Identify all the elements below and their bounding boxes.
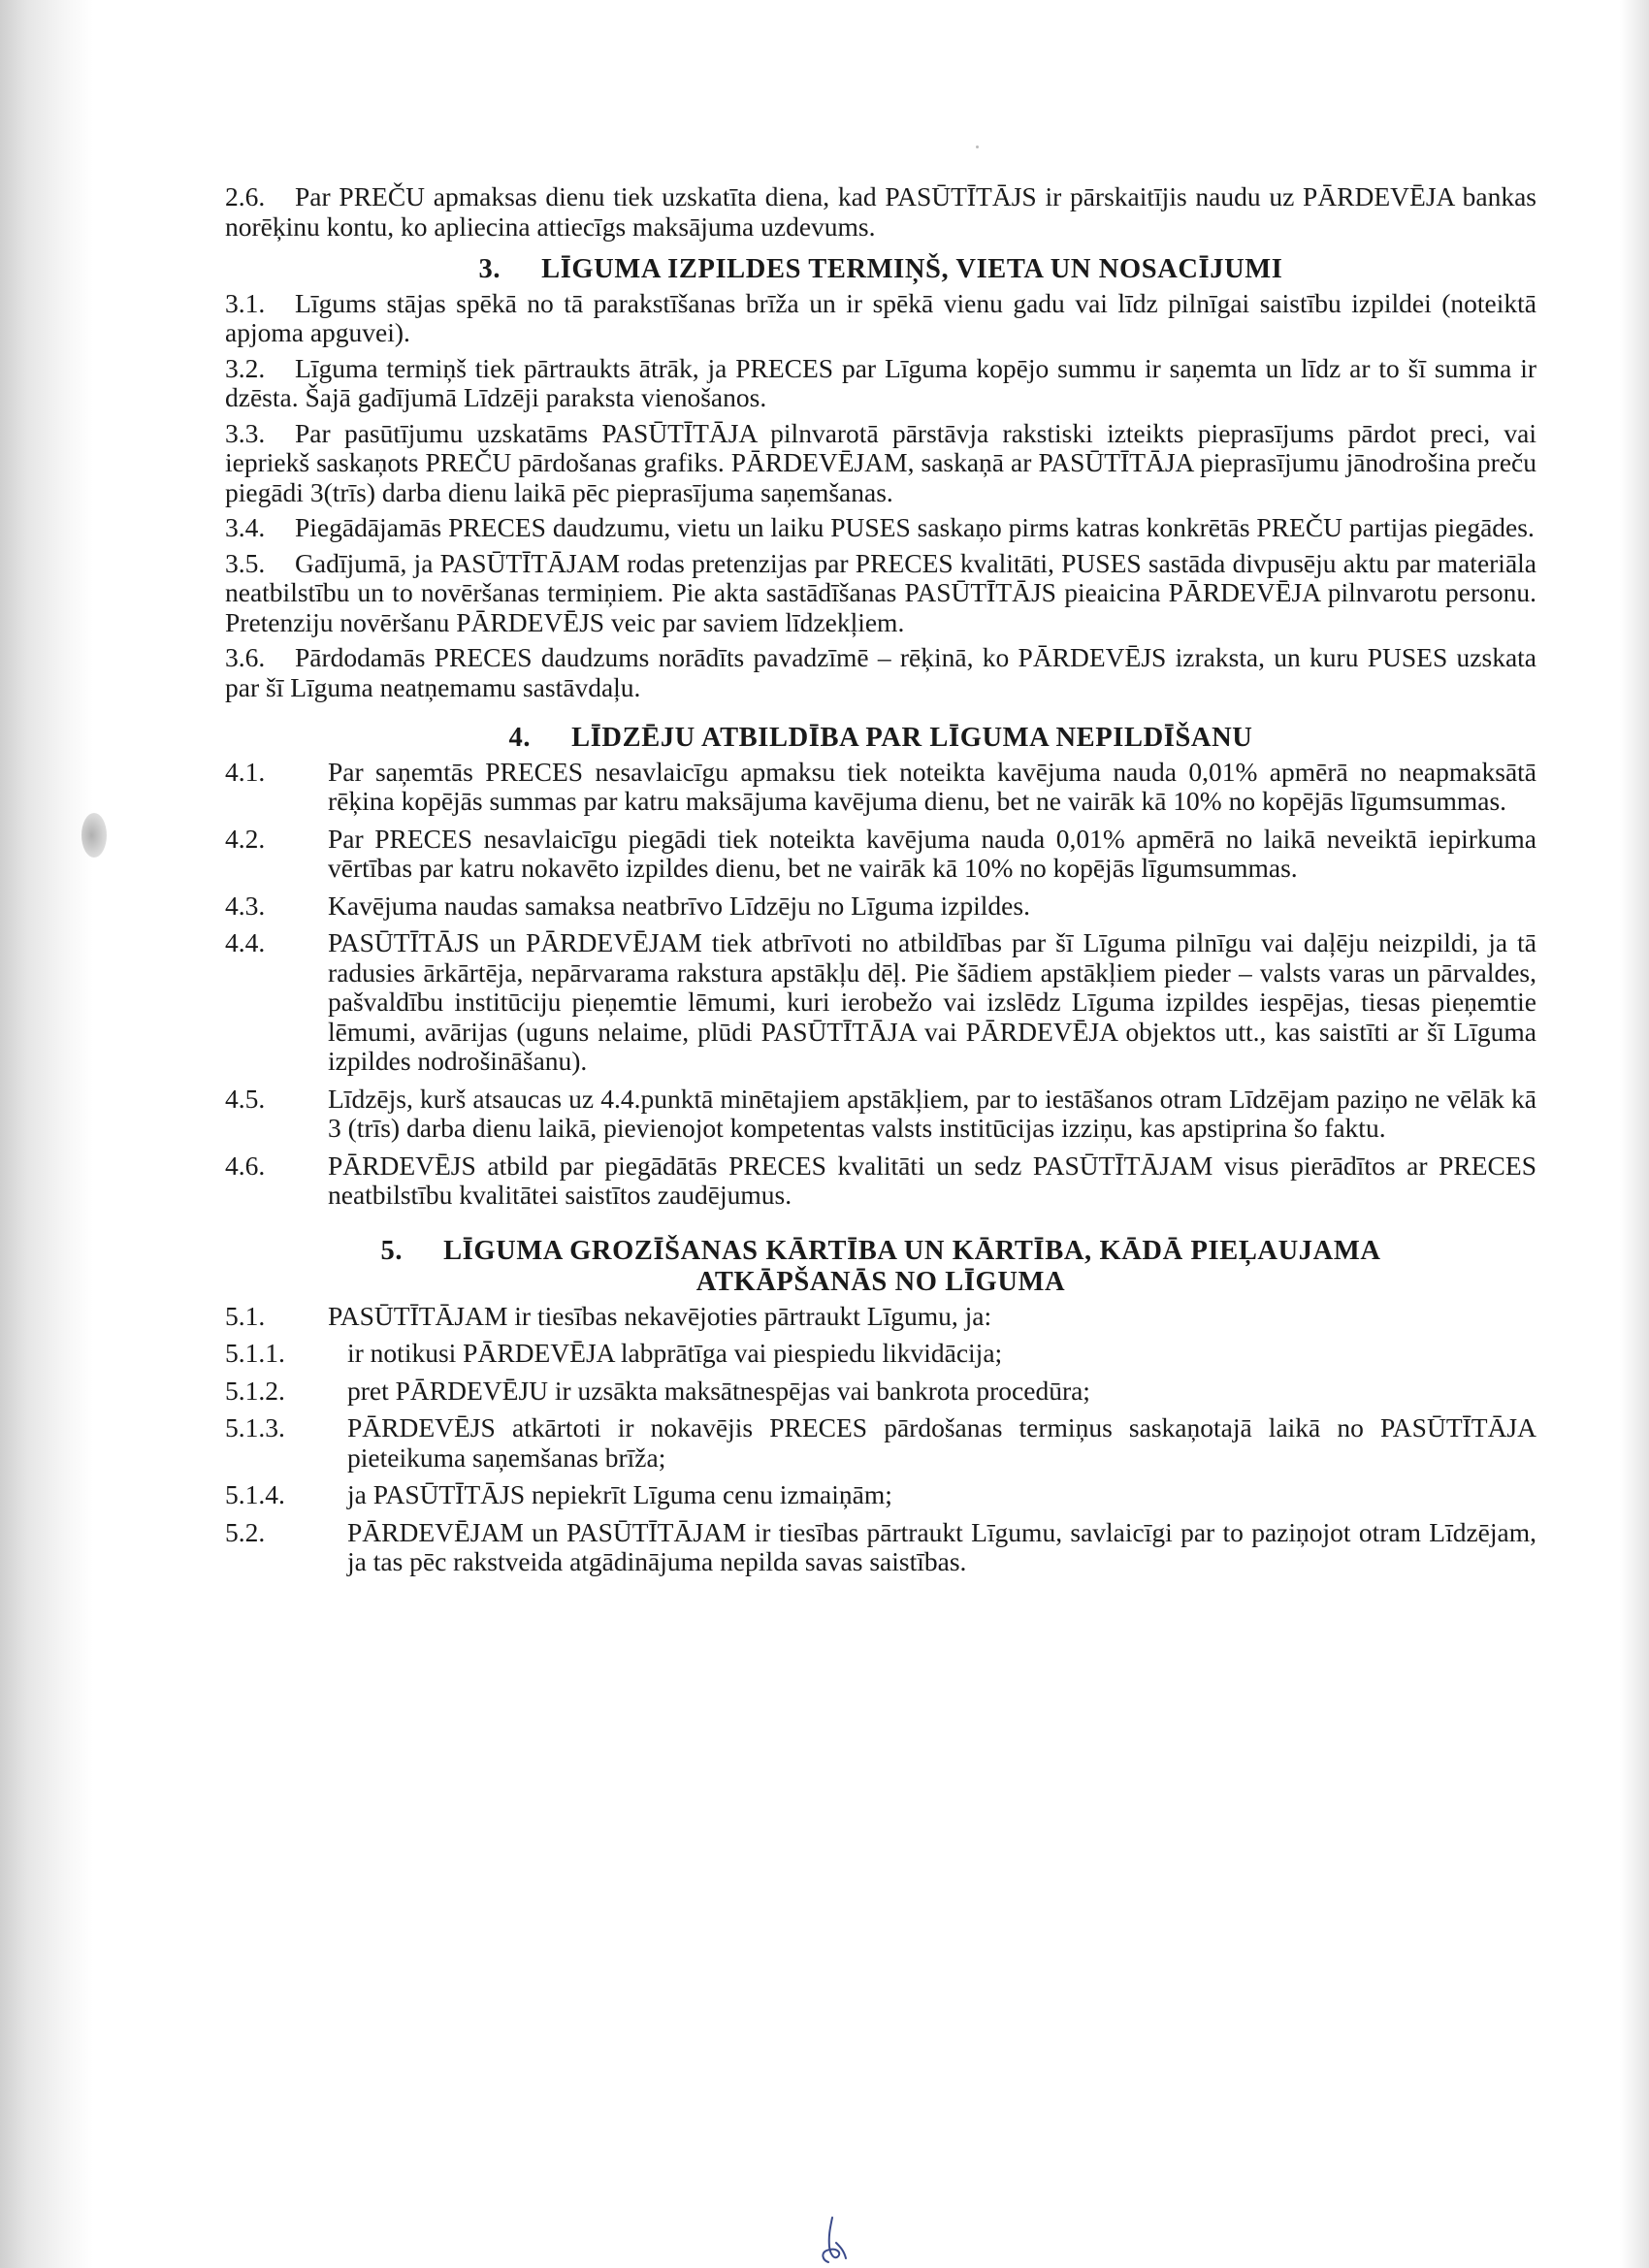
clause-number: 2.6. — [225, 181, 266, 211]
clause-number: 4.2. — [225, 823, 266, 854]
section-3-heading — [225, 255, 1536, 285]
clause-text: Par PRECES nesavlaicīgu piegādi tiek noteikta kavējuma nauda 0,01% apmērā no laikā neveiktā iepirkuma vērtības par katru nokavēto izpildes dienu, bet ne vairāk kā 10% no kopējās līgumsummas. — [328, 823, 1536, 883]
clause-number: 3.3. — [225, 417, 266, 448]
clause-text: PĀRDEVĒJAM un PASŪTĪTĀJAM ir tiesības pārtraukt Līgumu, savlaicīgi par to paziņojot otram Līdzējam, ja tas pēc rakstveida atgādinājuma nepilda savas saistības. — [347, 1516, 1536, 1576]
clause-5-1-4 — [225, 1480, 1536, 1510]
clause-number: 5.1.3. — [225, 1412, 285, 1442]
clause-5-1-3 — [225, 1413, 1536, 1473]
clause-3-6 — [225, 643, 1536, 702]
clause-2-6 — [225, 182, 1536, 242]
punch-hole — [81, 813, 107, 858]
clause-3-1 — [225, 289, 1536, 348]
clause-number: 4.3. — [225, 890, 266, 921]
clause-number: 4.6. — [225, 1150, 266, 1181]
clause-text: Pārdodamās PRECES daudzums norādīts pavadzīmē – rēķinā, ko PĀRDEVĒJS izraksta, un kuru PUSES uzskata par šī Līguma neatņemamu sastāvdaļu. — [225, 642, 1536, 702]
clause-number: 4.5. — [225, 1083, 266, 1114]
clause-text: Līgums stājas spēkā no tā parakstīšanas brīža un ir spēkā vienu gadu vai līdz pilnīgai saistību izpildei (noteiktā apjoma apguvei). — [225, 287, 1536, 347]
clause-text: Kavējuma naudas samaksa neatbrīvo Līdzēju no Līguma izpildes. — [328, 890, 1030, 921]
clause-text: Par pasūtījumu uzskatāms PASŪTĪTĀJA pilnvarotā pārstāvja rakstiski izteikts pieprasījums pārdot preci, vai iepriekš saskaņots PREČU pārdošanas grafiks. PĀRDEVĒJAM, saskaņā ar PASŪTĪTĀJA pieprasījumu jānodrošina preču piegādi 3(trīs) darba dienu laikā pēc pieprasījuma saņemšanas. — [225, 417, 1536, 507]
section-5-clauses — [225, 1302, 1536, 1577]
clause-3-5 — [225, 549, 1536, 638]
clause-4-6 — [225, 1151, 1536, 1211]
clause-4-3 — [225, 891, 1536, 922]
clause-number: 5.2. — [225, 1516, 266, 1547]
clause-3-3 — [225, 419, 1536, 508]
clause-3-2 — [225, 354, 1536, 413]
clause-4-1 — [225, 758, 1536, 817]
clause-number: 4.1. — [225, 756, 266, 787]
clause-number: 3.5. — [225, 547, 266, 578]
clause-5-1-1 — [225, 1339, 1536, 1369]
scan-shadow-right — [1620, 0, 1649, 2268]
clause-text: Par saņemtās PRECES nesavlaicīgu apmaksu tiek noteikta kavējuma nauda 0,01% apmērā no neapmaksātā rēķina kopējās summas par katru maksājuma kavējuma dienu, bet ne vairāk kā 10% no kopējās līgumsummas. — [328, 756, 1536, 816]
clause-text: Līdzējs, kurš atsaucas uz 4.4.punktā minētajiem apstākļiem, par to iestāšanos otram Līdzējam paziņo ne vēlāk kā 3 (trīs) darba dienu laikā, pievienojot kompetentas valsts institūcijas izziņu, kas apstiprina šo faktu. — [328, 1083, 1536, 1143]
clause-text: PASŪTĪTĀJAM ir tiesības nekavējoties pārtraukt Līgumu, ja: — [328, 1300, 992, 1331]
clause-text: pret PĀRDEVĒJU ir uzsākta maksātnespējas vai bankrota procedūra; — [347, 1375, 1090, 1406]
section-3-clauses — [225, 289, 1536, 703]
clause-number: 3.2. — [225, 352, 266, 383]
clause-4-4 — [225, 928, 1536, 1077]
clause-text: PĀRDEVĒJS atbild par piegādātās PRECES kvalitāti un sedz PASŪTĪTĀJAM visus pierādītos ar PRECES neatbilstību kvalitātei saistītos zaudējumus. — [328, 1150, 1536, 1210]
clause-4-2 — [225, 825, 1536, 884]
section-title: LĪDZĒJU ATBILDĪBA PAR LĪGUMA NEPILDĪŠANU — [571, 723, 1253, 753]
clause-5-1-2 — [225, 1377, 1536, 1407]
clause-number: 3.6. — [225, 642, 266, 672]
clause-text: PASŪTĪTĀJS un PĀRDEVĒJAM tiek atbrīvoti no atbildības par šī Līguma pilnīgu vai daļēju neizpildi, ja tā radusies ārkārtēja, nepārvarama rakstura apstākļu dēļ. Pie šādiem apstākļiem pieder – valsts varas un pārvaldes, pašvaldību institūciju pieņemtie lēmumi, kuri ierobežo vai izslēdz Līguma izpildes iespējas, tiesas pieņemtie lēmumi, avārijas (uguns nelaime, plūdi PASŪTĪTĀJA vai PĀRDEVĒJA objektos utt., kas saistīti ar šī Līguma izpildes nodrošināšanu). — [328, 927, 1536, 1076]
clause-number: 5.1. — [225, 1300, 266, 1331]
document-body — [225, 182, 1536, 1577]
section-4-heading — [225, 724, 1536, 754]
clause-number: 5.1.4. — [225, 1479, 285, 1509]
clause-number: 3.4. — [225, 512, 266, 542]
clause-4-5 — [225, 1085, 1536, 1144]
clause-text: Par PREČU apmaksas dienu tiek uzskatīta diena, kad PASŪTĪTĀJS ir pārskaitījis naudu uz PĀRDEVĒJA bankas norēķinu kontu, ko apliecina attiecīgs maksājuma uzdevums. — [225, 181, 1536, 242]
clause-text: ja PASŪTĪTĀJS nepiekrīt Līguma cenu izmaiņām; — [347, 1479, 892, 1509]
clause-text: ir notikusi PĀRDEVĒJA labprātīga vai piespiedu likvidācija; — [347, 1338, 1003, 1368]
clause-text: Piegādājamās PRECES daudzumu, vietu un laiku PUSES saskaņo pirms katras konkrētās PREČU partijas piegādes. — [295, 512, 1535, 542]
clause-5-1 — [225, 1302, 1536, 1332]
section-5-heading — [225, 1236, 1536, 1298]
clause-number: 4.4. — [225, 927, 266, 957]
scan-shadow-left — [0, 0, 93, 2268]
section-number: 3. — [478, 254, 501, 284]
clause-number: 5.1.2. — [225, 1375, 285, 1406]
section-title-line-2: ATKĀPŠANĀS NO LĪGUMA — [695, 1266, 1066, 1297]
clause-text: Līguma termiņš tiek pārtraukts ātrāk, ja PRECES par Līguma kopējo summu ir saņemta un līdz ar to šī summa ir dzēsta. Šajā gadījumā Līdzēji paraksta vienošanos. — [225, 352, 1536, 412]
clause-number: 5.1.1. — [225, 1338, 285, 1368]
section-title: LĪGUMA IZPILDES TERMIŅŠ, VIETA UN NOSACĪJUMI — [541, 254, 1283, 284]
clause-text: PĀRDEVĒJS atkārtoti ir nokavējis PRECES pārdošanas termiņus saskaņotajā laikā no PASŪTĪTĀJA pieteikuma saņemšanas brīža; — [347, 1412, 1536, 1473]
handwritten-initials — [813, 2214, 852, 2268]
section-title-line-1: LĪGUMA GROZĪŠANAS KĀRTĪBA UN KĀRTĪBA, KĀDĀ PIEĻAUJAMA — [443, 1235, 1381, 1266]
clause-text: Gadījumā, ja PASŪTĪTĀJAM rodas pretenzijas par PRECES kvalitāti, PUSES sastāda divpusēju aktu par materiāla neatbilstību un to novēršanas termiņiem. Pie akta sastādīšanas PASŪTĪTĀJS pieaicina PĀRDEVĒJA pilnvarotu personu. Pretenziju novēršanu PĀRDEVĒJS veic par saviem līdzekļiem. — [225, 547, 1536, 637]
section-4-clauses — [225, 758, 1536, 1211]
section-number: 4. — [508, 723, 532, 753]
section-number: 5. — [380, 1235, 404, 1266]
clause-3-4 — [225, 513, 1536, 543]
clause-5-2 — [225, 1518, 1536, 1577]
scan-speck — [976, 146, 979, 148]
clause-number: 3.1. — [225, 287, 266, 318]
